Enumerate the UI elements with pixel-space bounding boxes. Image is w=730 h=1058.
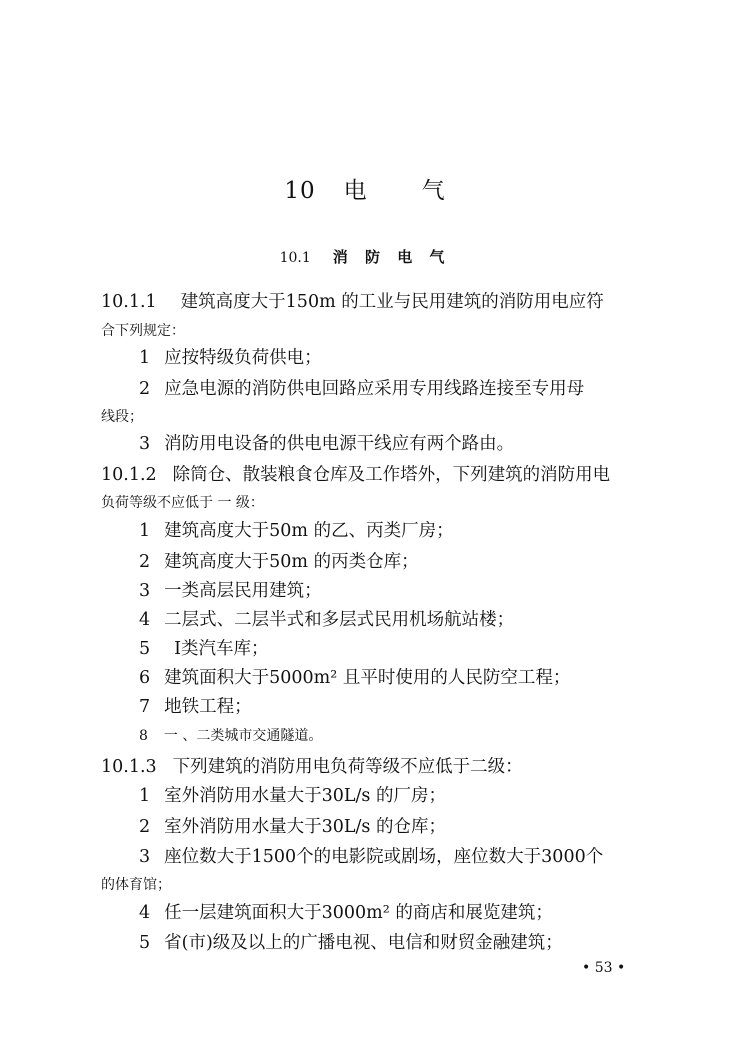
item-line xyxy=(139,693,252,718)
item-number: 1 xyxy=(139,348,151,368)
item-text: 建筑高度大于50m 的乙、丙类厂房； xyxy=(164,521,454,541)
item-number: 7 xyxy=(139,697,151,717)
item-text: 的体育馆； xyxy=(101,877,171,893)
item-line xyxy=(139,606,514,631)
continuation-line xyxy=(101,874,171,894)
continuation-line xyxy=(101,406,143,426)
item-line xyxy=(139,899,553,924)
item-line xyxy=(139,813,446,838)
item-text: 座位数大于1500个的电影院或剧场，座位数大于3000个 xyxy=(164,847,604,867)
item-line xyxy=(139,548,419,573)
section-name: 消 防 电 气 xyxy=(332,248,451,266)
item-text: 应按特级负荷供电； xyxy=(164,348,322,368)
item-number: 4 xyxy=(139,903,151,923)
chapter-word-1: 电 xyxy=(343,178,368,204)
item-line xyxy=(139,725,322,745)
item-text: 建筑面积大于5000m² 且平时使用的人民防空工程； xyxy=(164,668,571,688)
item-text: 地铁工程； xyxy=(164,697,252,717)
item-text: 任一层建筑面积大于3000m² 的商店和展览建筑； xyxy=(164,903,553,923)
item-number: 2 xyxy=(139,552,151,572)
item-text: 一 、二类城市交通隧道。 xyxy=(163,728,323,744)
item-line xyxy=(139,375,584,400)
item-text: 二层式、二层半式和多层式民用机场航站楼； xyxy=(164,610,515,630)
item-line xyxy=(139,929,563,954)
item-text: I类汽车库； xyxy=(174,639,269,659)
clause-line xyxy=(101,288,604,313)
continuation-line xyxy=(101,492,264,512)
chapter-number: 10 xyxy=(284,178,316,204)
item-text: 线段； xyxy=(101,409,143,425)
item-text: 省(市)级及以上的广播电视、电信和财贸金融建筑； xyxy=(164,933,563,953)
clause-number: 10.1.2 xyxy=(101,465,157,485)
item-number: 6 xyxy=(139,668,151,688)
clause-text: 下列建筑的消防用电负荷等级不应低于二级： xyxy=(172,757,523,777)
item-line xyxy=(139,664,570,689)
clause-text: 除筒仓、散装粮食仓库及工作塔外，下列建筑的消防用电 xyxy=(172,465,611,485)
item-text: 建筑高度大于50m 的丙类仓库； xyxy=(164,552,419,572)
continuation-line xyxy=(101,320,185,340)
section-title xyxy=(0,246,730,267)
chapter-title xyxy=(0,172,730,205)
item-line xyxy=(139,577,322,602)
clause-number: 10.1.1 xyxy=(101,292,157,312)
item-text: 应急电源的消防供电回路应采用专用线路连接至专用母 xyxy=(164,379,585,399)
item-number: 3 xyxy=(139,434,151,454)
clause-text: 建筑高度大于150m 的工业与民用建筑的消防用电应符 xyxy=(180,292,604,312)
item-line xyxy=(139,635,269,660)
item-number: 2 xyxy=(139,817,151,837)
clause-line xyxy=(101,753,523,778)
item-number: 5 xyxy=(139,933,151,953)
clause-text: 负荷等级不应低于 一 级： xyxy=(101,495,264,511)
clause-number: 10.1.3 xyxy=(101,757,157,777)
item-line xyxy=(139,430,514,455)
clause-text: 合下列规定： xyxy=(101,323,185,339)
section-number: 10.1 xyxy=(279,250,311,266)
item-number: 5 xyxy=(139,639,151,659)
item-line xyxy=(139,843,603,868)
item-number: 3 xyxy=(139,581,151,601)
item-number: 4 xyxy=(139,610,151,630)
item-line xyxy=(139,782,446,807)
item-number: 1 xyxy=(139,786,151,806)
item-number: 2 xyxy=(139,379,151,399)
item-text: 一类高层民用建筑； xyxy=(164,581,322,601)
item-line xyxy=(139,344,322,369)
page-number: • 53 • xyxy=(582,960,626,976)
chapter-word-2: 气 xyxy=(421,178,446,204)
clause-line xyxy=(101,461,610,486)
item-number: 1 xyxy=(139,521,151,541)
item-number: 8 xyxy=(139,728,148,744)
item-text: 室外消防用水量大于30L/s 的仓库； xyxy=(164,817,446,837)
item-number: 3 xyxy=(139,847,151,867)
item-text: 消防用电设备的供电电源干线应有两个路由。 xyxy=(164,434,515,454)
item-line xyxy=(139,517,454,542)
item-text: 室外消防用水量大于30L/s 的厂房； xyxy=(164,786,446,806)
